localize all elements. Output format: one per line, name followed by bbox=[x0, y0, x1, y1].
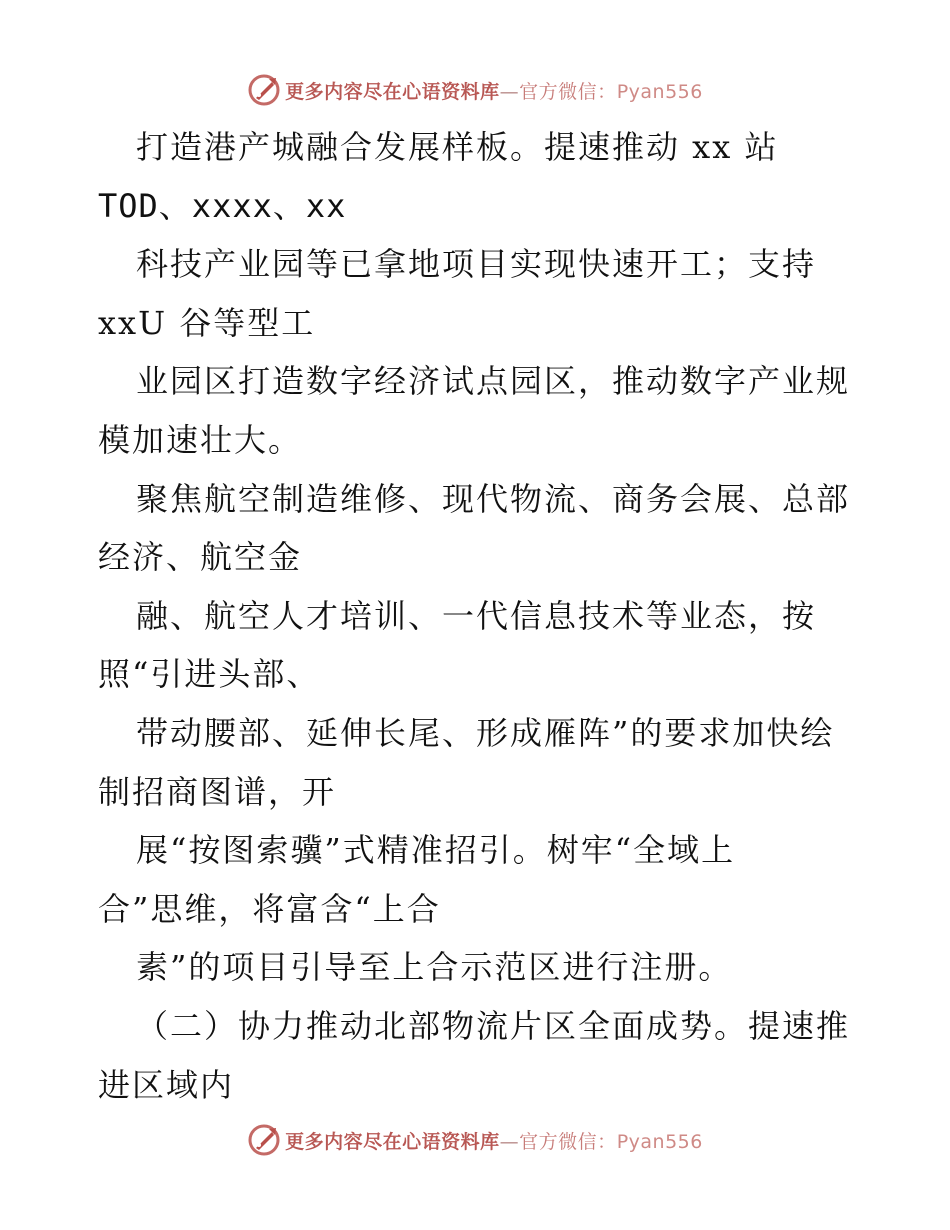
text-line: xxU 谷等型工 bbox=[98, 303, 316, 342]
text-line: 模加速壮大。 bbox=[98, 420, 303, 459]
quill-logo-icon bbox=[247, 73, 281, 107]
text-line: 业园区打造数字经济试点园区，推动数字产业规 bbox=[136, 362, 851, 401]
text-line: 展“按图索骥”式精准招引。树牢“全域上 bbox=[136, 831, 736, 870]
text-line: 科技产业园等已拿地项目实现快速开工；支持 bbox=[136, 245, 817, 284]
text-line: 打造港产城融合发展样板。提速推动 xx 站 bbox=[136, 128, 779, 166]
quill-logo-icon bbox=[247, 1123, 281, 1157]
watermark-text bbox=[285, 77, 703, 104]
text-line: 制招商图谱，开 bbox=[98, 772, 337, 811]
watermark-channel: 官方微信： bbox=[519, 80, 617, 103]
text-line: 素”的项目引导至上合示范区进行注册。 bbox=[136, 948, 733, 987]
watermark-text bbox=[285, 1127, 703, 1154]
watermark-id: Pyan556 bbox=[616, 1130, 703, 1153]
watermark-dash: — bbox=[499, 1130, 520, 1153]
watermark-channel: 官方微信： bbox=[519, 1130, 617, 1153]
text-line: 聚焦航空制造维修、现代物流、商务会展、总部 bbox=[136, 479, 851, 518]
text-line: 合”思维，将富含“上合 bbox=[98, 889, 441, 928]
header-watermark bbox=[0, 70, 950, 110]
watermark-brand: 更多内容尽在心语资料库 bbox=[285, 1130, 500, 1153]
text-line: 照“引进头部、 bbox=[98, 655, 321, 694]
text-line: TOD、xxxx、xx bbox=[98, 186, 347, 225]
text-line: （二）协力推动北部物流片区全面成势。提速推 bbox=[136, 1006, 851, 1045]
text-line: 进区域内 bbox=[98, 1065, 235, 1104]
watermark-id: Pyan556 bbox=[616, 80, 703, 103]
text-line: 经济、航空金 bbox=[98, 538, 303, 577]
document-body bbox=[98, 118, 858, 1114]
text-line: 融、航空人才培训、一代信息技术等业态，按 bbox=[136, 596, 817, 635]
footer-watermark bbox=[0, 1120, 950, 1160]
text-line: 带动腰部、延伸长尾、形成雁阵”的要求加快绘 bbox=[136, 713, 835, 752]
watermark-dash: — bbox=[499, 80, 520, 103]
watermark-brand: 更多内容尽在心语资料库 bbox=[285, 80, 500, 103]
